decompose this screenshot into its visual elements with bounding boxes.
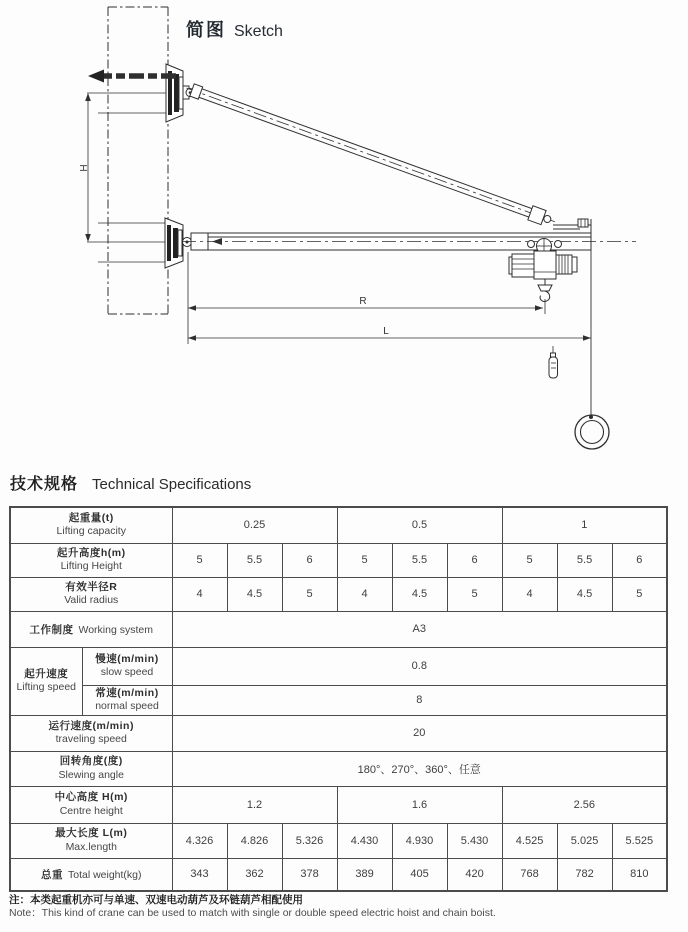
table-cell: 362 (227, 858, 282, 891)
section-heading-en: Technical Specifications (92, 476, 252, 493)
row-label: 中心高度 H(m) Centre height (10, 786, 172, 823)
row-label: 运行速度(m/min) traveling speed (10, 715, 172, 751)
dimension-l-label: L (383, 326, 389, 337)
table-cell: 5.5 (227, 543, 282, 577)
bottom-mounting-bracket (165, 218, 192, 268)
row-sublabel: 常速(m/min) normal speed (82, 685, 172, 715)
hook-icon (538, 279, 552, 301)
control-pendant (549, 346, 558, 378)
table-cell: 4.525 (502, 823, 557, 858)
table-cell: 2.56 (502, 786, 667, 823)
anchor-arrow (88, 70, 176, 83)
top-mounting-bracket (166, 64, 194, 122)
table-cell: 4 (172, 577, 227, 611)
dimension-r (188, 252, 545, 344)
table-cell: 4.5 (227, 577, 282, 611)
table-cell: 5.430 (447, 823, 502, 858)
dimension-h (79, 93, 91, 242)
table-cell: 6 (282, 543, 337, 577)
table-cell: 5 (612, 577, 667, 611)
table-cell: 420 (447, 858, 502, 891)
lifting-ring (575, 233, 609, 449)
row-label: 起升高度h(m) Lifting Height (10, 543, 172, 577)
wall-column (108, 7, 168, 314)
row-label: 工作制度 Working system (10, 611, 172, 647)
table-cell: 180°、270°、360°、任意 (172, 751, 667, 786)
row-lifting-speed-normal (10, 685, 667, 715)
spec-table (9, 506, 668, 892)
table-cell: 5 (337, 543, 392, 577)
table-cell: 6 (612, 543, 667, 577)
table-cell: 5.326 (282, 823, 337, 858)
jib-arm (182, 233, 636, 250)
table-cell: 5.5 (392, 543, 447, 577)
sketch-title (186, 16, 283, 42)
table-cell: 5.025 (557, 823, 612, 858)
tie-rod (184, 81, 558, 229)
bracket-extension-lines (87, 93, 168, 262)
dimension-r-label: R (359, 296, 367, 307)
row-max-length (10, 823, 667, 858)
row-label: 总重 Total weight(kg) (10, 858, 172, 891)
table-cell: 4 (337, 577, 392, 611)
table-cell: 6 (447, 543, 502, 577)
section-heading-zh: 技术规格 (10, 476, 79, 493)
table-cell: 0.5 (337, 507, 502, 543)
table-cell: 768 (502, 858, 557, 891)
table-cell: 405 (392, 858, 447, 891)
sketch-title-zh: 简图 (186, 20, 226, 40)
row-total-weight (10, 858, 667, 891)
row-label: 有效半径R Valid radius (10, 577, 172, 611)
row-lifting-capacity (10, 507, 667, 543)
table-cell: 782 (557, 858, 612, 891)
table-cell: 378 (282, 858, 337, 891)
row-centre-height (10, 786, 667, 823)
row-label: 起重量(t) Lifting capacity (10, 507, 172, 543)
table-cell: 4.930 (392, 823, 447, 858)
table-cell: 1.2 (172, 786, 337, 823)
table-cell: 5 (447, 577, 502, 611)
table-cell: 5.525 (612, 823, 667, 858)
footnote-en: Note：This kind of crane can be used to match with single or double speed electric hoist and chain boist. (9, 907, 496, 920)
row-label: 起升速度 Lifting speed (10, 647, 82, 715)
sketch-title-en: Sketch (234, 23, 283, 40)
row-traveling-speed (10, 715, 667, 751)
table-cell: 389 (337, 858, 392, 891)
section-heading (10, 471, 251, 494)
footnote-zh: 注：本类起重机亦可与单速、双速电动葫芦及环链葫芦相配使用 (9, 894, 303, 906)
table-cell: 1.6 (337, 786, 502, 823)
row-label: 最大长度 L(m) Max.length (10, 823, 172, 858)
footnote (9, 894, 496, 920)
table-cell: 0.25 (172, 507, 337, 543)
table-cell: 8 (172, 685, 667, 715)
table-cell: 20 (172, 715, 667, 751)
table-cell: A3 (172, 611, 667, 647)
table-cell: 4 (502, 577, 557, 611)
table-cell: 4.5 (557, 577, 612, 611)
table-cell: 810 (612, 858, 667, 891)
table-cell: 0.8 (172, 647, 667, 685)
crane-sketch (0, 0, 688, 460)
dimension-l (188, 326, 591, 341)
row-slewing-angle (10, 751, 667, 786)
table-cell: 5.5 (557, 543, 612, 577)
row-valid-radius (10, 577, 667, 611)
row-working-system (10, 611, 667, 647)
table-cell: 5 (172, 543, 227, 577)
row-sublabel: 慢速(m/min) slow speed (82, 647, 172, 685)
table-cell: 4.430 (337, 823, 392, 858)
arm-end-stop (553, 219, 591, 233)
table-cell: 1 (502, 507, 667, 543)
table-cell: 4.826 (227, 823, 282, 858)
row-lifting-speed-slow (10, 647, 667, 685)
table-cell: 5 (502, 543, 557, 577)
table-cell: 4.326 (172, 823, 227, 858)
row-label: 回转角度(度) Slewing angle (10, 751, 172, 786)
table-cell: 5 (282, 577, 337, 611)
dimension-h-label: H (79, 164, 90, 172)
table-cell: 4.5 (392, 577, 447, 611)
row-lifting-height (10, 543, 667, 577)
table-cell: 343 (172, 858, 227, 891)
